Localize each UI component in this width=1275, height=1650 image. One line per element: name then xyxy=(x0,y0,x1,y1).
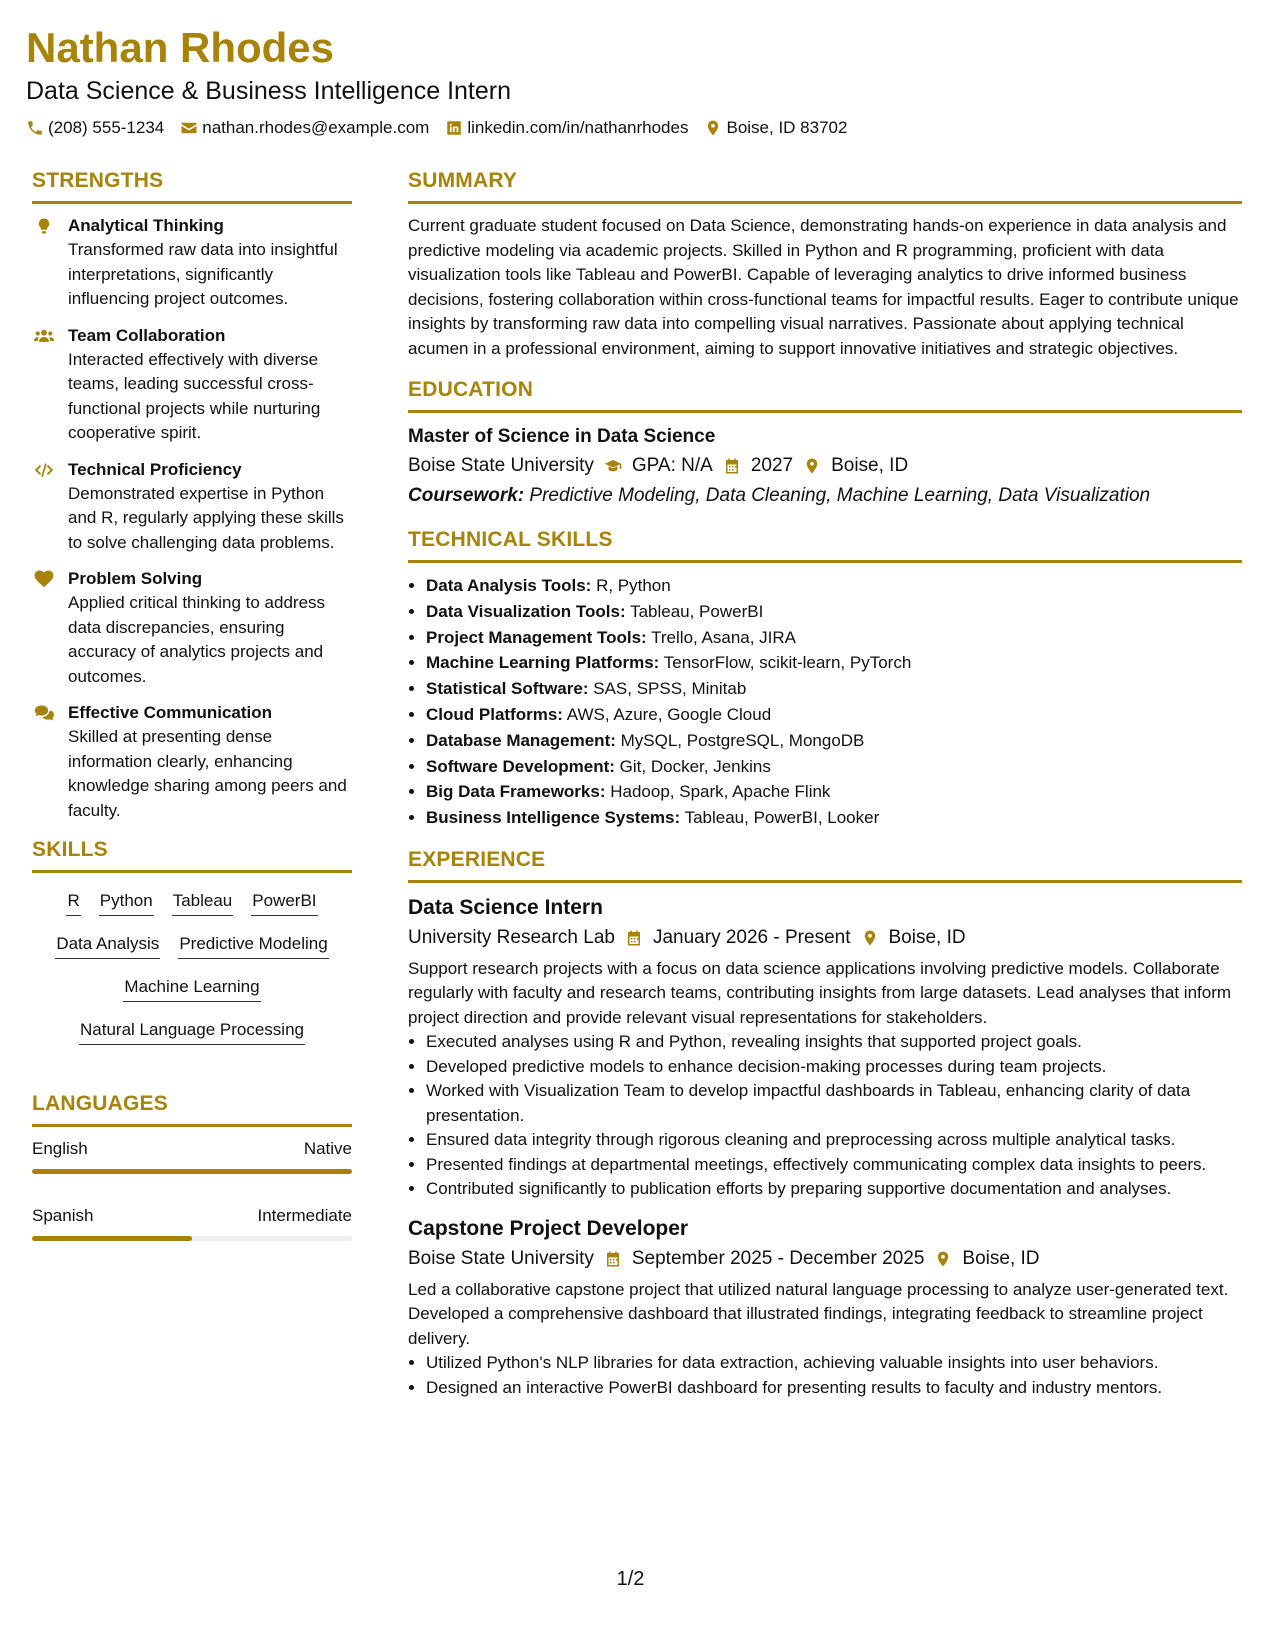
job-entry xyxy=(408,1214,1242,1401)
skill-tag: R xyxy=(66,889,80,916)
contact-email-text: nathan.rhodes@example.com xyxy=(202,118,430,137)
skill-value: Hadoop, Spark, Apache Flink xyxy=(610,782,831,802)
skill-tag: Data Analysis xyxy=(55,932,160,959)
list-item xyxy=(426,805,1242,831)
summary-heading: SUMMARY xyxy=(408,168,1242,204)
list-item: • Executed analyses using R and Python, revealing insights that supported project goals. xyxy=(426,1030,1242,1055)
skill-value: Tableau, PowerBI xyxy=(630,601,764,621)
strength-title: Effective Communication xyxy=(68,703,273,722)
strength-desc: Skilled at presenting dense information clearly, enhancing knowledge sharing among peers and faculty. xyxy=(68,727,347,820)
languages-heading: LANGUAGES xyxy=(32,1091,352,1127)
job-title: Capstone Project Developer xyxy=(408,1216,689,1240)
contact-phone[interactable] xyxy=(26,116,164,140)
education-heading: EDUCATION xyxy=(408,377,1242,413)
strength-item xyxy=(32,567,352,689)
skill-label: Data Visualization Tools: xyxy=(426,601,626,621)
lightbulb-icon xyxy=(32,214,56,312)
contact-linkedin-text: linkedin.com/in/nathanrhodes xyxy=(467,118,689,137)
job-title: Data Science Intern xyxy=(408,895,603,919)
calendar-icon xyxy=(625,929,643,947)
skill-label: Machine Learning Platforms: xyxy=(426,653,660,673)
strength-title: Technical Proficiency xyxy=(68,459,242,479)
right-column xyxy=(408,168,1242,1400)
contact-phone-text: (208) 555-1234 xyxy=(48,118,165,137)
job-location: Boise, ID xyxy=(962,1247,1040,1269)
graduation-cap-icon xyxy=(604,457,622,475)
skill-value: Tableau, PowerBI, Looker xyxy=(684,808,880,828)
language-proficiency-bar xyxy=(32,1169,352,1174)
job-bullets xyxy=(408,1030,1242,1202)
skills-list xyxy=(32,883,352,1045)
job-org: Boise State University xyxy=(408,1247,594,1269)
location-pin-icon xyxy=(803,457,821,475)
location-pin-icon xyxy=(704,119,722,137)
skill-value: R, Python xyxy=(596,576,671,595)
list-item xyxy=(426,650,1242,676)
skill-tag: Tableau xyxy=(172,889,234,916)
skill-label: Software Development: xyxy=(426,756,615,776)
list-item xyxy=(426,779,1242,805)
list-item xyxy=(426,573,1242,599)
job-entry xyxy=(408,893,1242,1202)
language-proficiency-fill xyxy=(32,1169,352,1174)
contact-location xyxy=(704,116,847,140)
coursework-text: Predictive Modeling, Data Cleaning, Machine Learning, Data Visualization xyxy=(529,485,1151,506)
job-location: Boise, ID xyxy=(888,926,966,948)
skill-label: Statistical Software: xyxy=(426,679,589,699)
location-pin-icon xyxy=(934,1250,952,1268)
list-item xyxy=(426,676,1242,702)
education-meta xyxy=(408,451,1242,481)
gpa: GPA: N/A xyxy=(631,455,713,476)
list-item xyxy=(426,754,1242,780)
coursework-label: Coursework: xyxy=(408,485,525,506)
language-name: Spanish xyxy=(32,1206,94,1225)
coursework xyxy=(408,481,1242,511)
strength-title: Team Collaboration xyxy=(68,325,226,345)
calendar-icon xyxy=(604,1250,622,1268)
job-bullets xyxy=(408,1351,1242,1400)
skill-value: AWS, Azure, Google Cloud xyxy=(566,704,772,724)
left-column xyxy=(32,168,352,1241)
skill-tag: Predictive Modeling xyxy=(178,932,328,959)
list-item: • Designed an interactive PowerBI dashboard for presenting results to faculty and industry mentors. xyxy=(426,1376,1242,1401)
skill-value: MySQL, PostgreSQL, MongoDB xyxy=(620,730,865,750)
job-dates: September 2025 - December 2025 xyxy=(631,1247,925,1269)
language-proficiency-bar xyxy=(32,1236,352,1241)
strength-item xyxy=(32,458,352,556)
language-item xyxy=(32,1137,352,1174)
degree-title: Master of Science in Data Science xyxy=(408,426,716,447)
list-item: • Worked with Visualization Team to develop impactful dashboards in Tableau, enhancing clarity of data presentation. xyxy=(426,1079,1242,1128)
page-number xyxy=(0,1568,1275,1591)
skill-tag: PowerBI xyxy=(251,889,317,916)
strength-item xyxy=(32,214,352,312)
calendar-icon xyxy=(723,457,741,475)
contact-row xyxy=(26,116,1246,140)
skill-label: Big Data Frameworks: xyxy=(426,782,606,802)
school-name: Boise State University xyxy=(408,455,594,476)
contact-location-text: Boise, ID 83702 xyxy=(726,118,848,137)
skill-tag: Natural Language Processing xyxy=(79,1018,305,1045)
job-summary: Support research projects with a focus on data science applications involving predictive models. Collaborate regularly with faculty and research teams, contributing insights from large datasets. Lead analyses that inform project direction and provide relevant visual representations for stakeholders. xyxy=(408,958,1232,1027)
skill-tag: Python xyxy=(99,889,154,916)
skills-heading: SKILLS xyxy=(32,837,352,873)
job-summary: Led a collaborative capstone project that utilized natural language processing to analyze user-generated text. Developed a comprehensive dashboard that illustrated findings, integrating feedback to streamline project delivery. xyxy=(408,1279,1229,1348)
language-proficiency-fill xyxy=(32,1236,192,1241)
list-item xyxy=(426,728,1242,754)
list-item xyxy=(426,599,1242,625)
summary-text: Current graduate student focused on Data Science, demonstrating hands-on experience in data analysis and predictive modeling via academic projects. Skilled in Python and R programming, proficient with data visualization tools like Tableau and PowerBI. Capable of leveraging analytics to drive informed business decisions, fostering collaboration within cross-functional teams for impactful results. Eager to contribute unique insights by transforming raw data into compelling visual narratives. Passionate about applying technical acumen in a professional environment, aiming to support innovative initiatives and strategic objectives. xyxy=(408,216,1239,358)
education-location: Boise, ID xyxy=(831,455,909,476)
skill-value: Trello, Asana, JIRA xyxy=(651,627,797,647)
phone-icon xyxy=(26,119,44,137)
strength-desc: Demonstrated expertise in Python and R, regularly applying these skills to solve challenging data problems. xyxy=(68,483,344,552)
skill-value: Git, Docker, Jenkins xyxy=(619,756,771,776)
skill-label: Cloud Platforms: xyxy=(426,704,563,724)
language-name: English xyxy=(32,1139,88,1158)
skill-label: Data Analysis Tools: xyxy=(426,576,592,595)
list-item: • Developed predictive models to enhance decision-making processes during team projects. xyxy=(426,1055,1242,1080)
list-item: • Ensured data integrity through rigorous cleaning and preprocessing across multiple analytical tasks. xyxy=(426,1128,1242,1153)
strength-title: Analytical Thinking xyxy=(68,216,224,235)
envelope-icon xyxy=(180,119,198,137)
contact-linkedin[interactable] xyxy=(445,116,688,140)
skill-value: TensorFlow, scikit-learn, PyTorch xyxy=(663,653,912,673)
skill-label: Business Intelligence Systems: xyxy=(426,808,681,828)
job-org: University Research Lab xyxy=(408,926,615,948)
code-icon xyxy=(32,458,56,556)
strength-item xyxy=(32,324,352,446)
job-dates: January 2026 - Present xyxy=(652,926,851,948)
linkedin-icon xyxy=(445,119,463,137)
experience-heading: EXPERIENCE xyxy=(408,847,1242,883)
candidate-title: Data Science & Business Intelligence Intern xyxy=(26,77,511,105)
list-item xyxy=(426,702,1242,728)
resume-header xyxy=(26,20,1246,140)
graduation-year: 2027 xyxy=(750,455,794,476)
technical-skills-list xyxy=(408,573,1242,831)
strength-item xyxy=(32,701,352,823)
language-level: Native xyxy=(303,1139,352,1158)
page-number-text: 1/2 xyxy=(616,1568,645,1590)
job-meta xyxy=(408,1244,1242,1274)
skill-label: Database Management: xyxy=(426,730,616,750)
contact-email[interactable] xyxy=(180,116,429,140)
language-item xyxy=(32,1204,352,1241)
list-item: • Presented findings at departmental meetings, effectively communicating complex data insights to peers. xyxy=(426,1153,1242,1178)
strengths-heading: STRENGTHS xyxy=(32,168,352,204)
strength-desc: Transformed raw data into insightful interpretations, significantly influencing project outcomes. xyxy=(68,240,338,308)
skill-value: SAS, SPSS, Minitab xyxy=(593,679,747,699)
heart-icon xyxy=(32,567,56,689)
job-meta xyxy=(408,923,1242,953)
users-icon xyxy=(32,324,56,446)
technical-skills-heading: TECHNICAL SKILLS xyxy=(408,527,1242,563)
location-pin-icon xyxy=(861,929,879,947)
list-item xyxy=(426,625,1242,651)
strength-title: Problem Solving xyxy=(68,569,203,588)
list-item: • Utilized Python's NLP libraries for data extraction, achieving valuable insights into user behaviors. xyxy=(426,1351,1242,1376)
list-item: • Contributed significantly to publication efforts by preparing supportive documentation and analyses. xyxy=(426,1177,1242,1202)
chat-bubbles-icon xyxy=(32,701,56,823)
strength-desc: Applied critical thinking to address data discrepancies, ensuring accuracy of analytics projects and outcomes. xyxy=(68,593,326,686)
strength-desc: Interacted effectively with diverse teams, leading successful cross-functional projects while nurturing cooperative spirit. xyxy=(68,349,321,442)
skill-label: Project Management Tools: xyxy=(426,627,647,647)
language-level: Intermediate xyxy=(257,1206,352,1225)
skill-tag: Machine Learning xyxy=(123,975,260,1002)
candidate-name: Nathan Rhodes xyxy=(26,24,335,71)
